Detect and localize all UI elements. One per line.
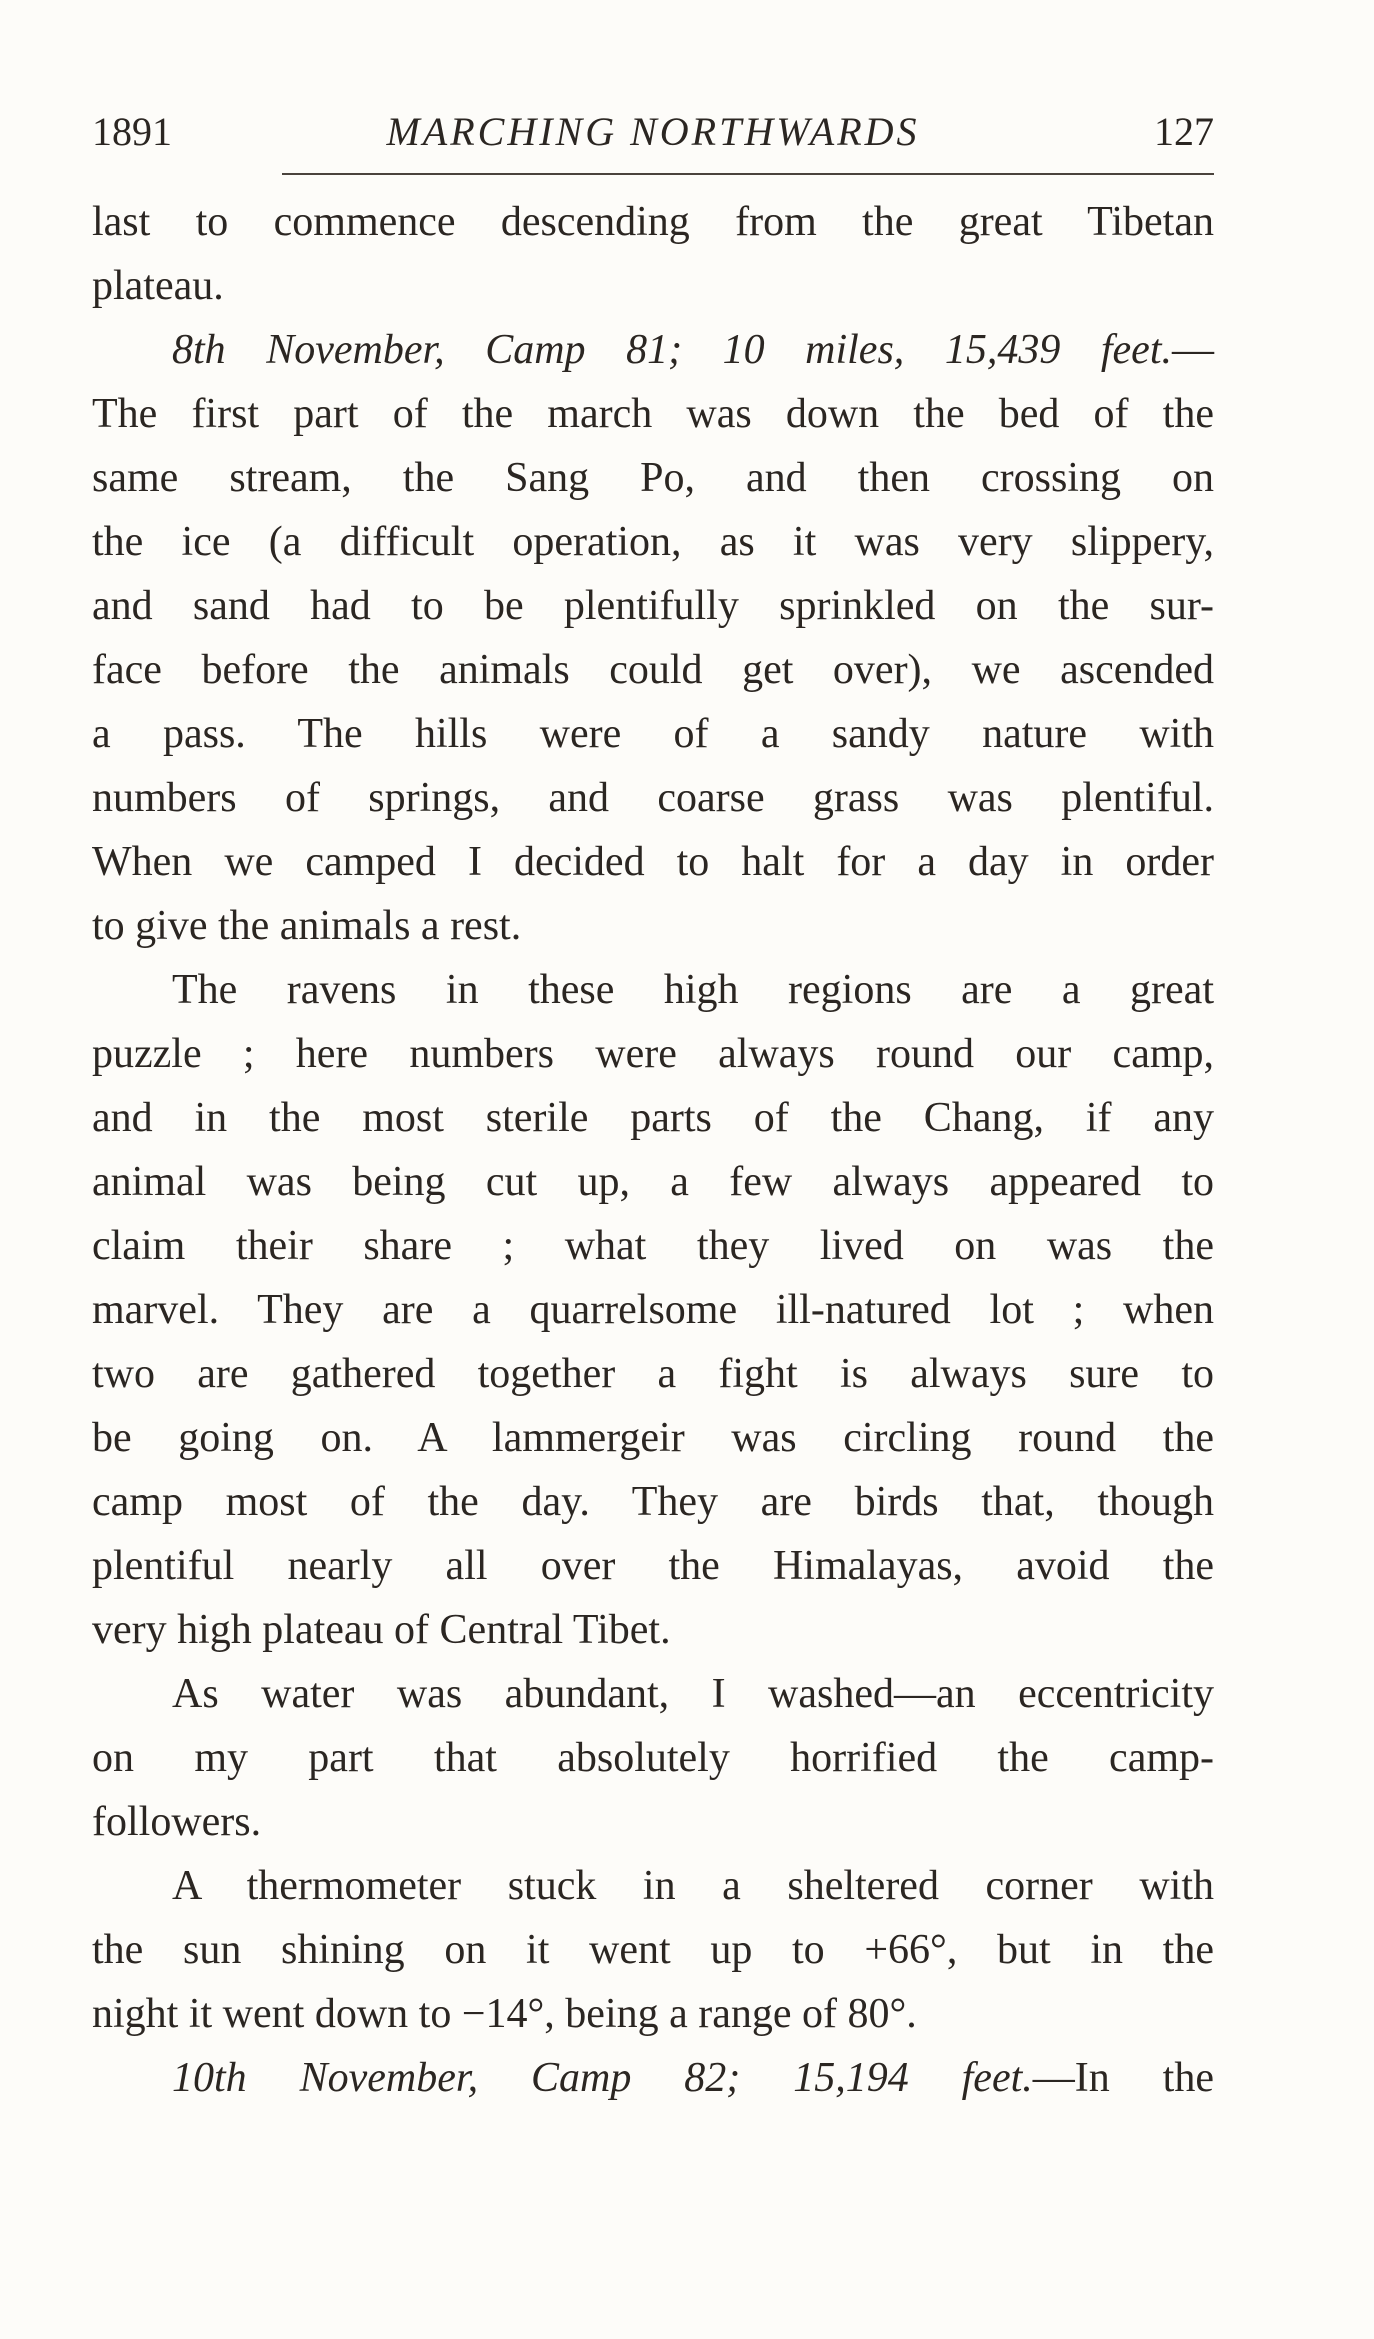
text-line: The first part of the march was down the bed of the	[92, 391, 1214, 437]
body-text	[92, 190, 1214, 2110]
text-line: very high plateau of Central Tibet.	[92, 1607, 671, 1653]
entry-heading-nov8: 8th November, Camp 81; 10 miles, 15,439 feet.	[172, 327, 1172, 373]
running-head-title: MARCHING NORTHWARDS	[386, 109, 920, 154]
text-line: claim their share ; what they lived on was the	[92, 1223, 1214, 1269]
entry-heading-line	[92, 2046, 1214, 2110]
text-line: same stream, the Sang Po, and then crossing on	[92, 455, 1214, 501]
running-head	[92, 102, 1214, 162]
running-head-year: 1891	[92, 109, 172, 154]
entry-heading-nov10: 10th November, Camp 82; 15,194 feet.	[172, 2055, 1033, 2101]
text-line: puzzle ; here numbers were always round our camp,	[92, 1031, 1214, 1077]
text-line: numbers of springs, and coarse grass was plentiful.	[92, 775, 1214, 821]
entry-heading-line	[92, 318, 1214, 382]
text-line: As water was abundant, I washed—an eccentricity	[172, 1671, 1214, 1717]
page-number: 127	[1154, 109, 1214, 154]
text-line: face before the animals could get over), we ascended	[92, 647, 1214, 693]
text-line: be going on. A lammergeir was circling round the	[92, 1415, 1214, 1461]
text-line: plentiful nearly all over the Himalayas, avoid the	[92, 1543, 1214, 1589]
text-line: animal was being cut up, a few always appeared to	[92, 1159, 1214, 1205]
entry-dash: —	[1172, 327, 1214, 373]
text-line: last to commence descending from the great Tibetan	[92, 199, 1214, 245]
text-line: followers.	[92, 1799, 262, 1845]
text-line: When we camped I decided to halt for a day in order	[92, 839, 1214, 885]
text-line: and in the most sterile parts of the Chang, if any	[92, 1095, 1214, 1141]
text-line: night it went down to −14°, being a range of 80°.	[92, 1991, 917, 2037]
text-line: marvel. They are a quarrelsome ill-natured lot ; when	[92, 1287, 1214, 1333]
text-line: the ice (a difficult operation, as it was very slippery,	[92, 519, 1214, 565]
text-line: The ravens in these high regions are a great	[172, 967, 1214, 1013]
text-line: and sand had to be plentifully sprinkled on the sur-	[92, 583, 1214, 629]
text-line: camp most of the day. They are birds that, though	[92, 1479, 1214, 1525]
text-line: the sun shining on it went up to +66°, but in the	[92, 1927, 1214, 1973]
text-line: two are gathered together a fight is always sure to	[92, 1351, 1214, 1397]
header-rule	[282, 173, 1214, 175]
entry-continuation: —In the	[1032, 2055, 1214, 2101]
text-line: to give the animals a rest.	[92, 903, 522, 949]
text-line: a pass. The hills were of a sandy nature with	[92, 711, 1214, 757]
text-line: plateau.	[92, 263, 224, 309]
text-line: A thermometer stuck in a sheltered corner with	[172, 1863, 1214, 1909]
text-line: on my part that absolutely horrified the camp-	[92, 1735, 1214, 1781]
